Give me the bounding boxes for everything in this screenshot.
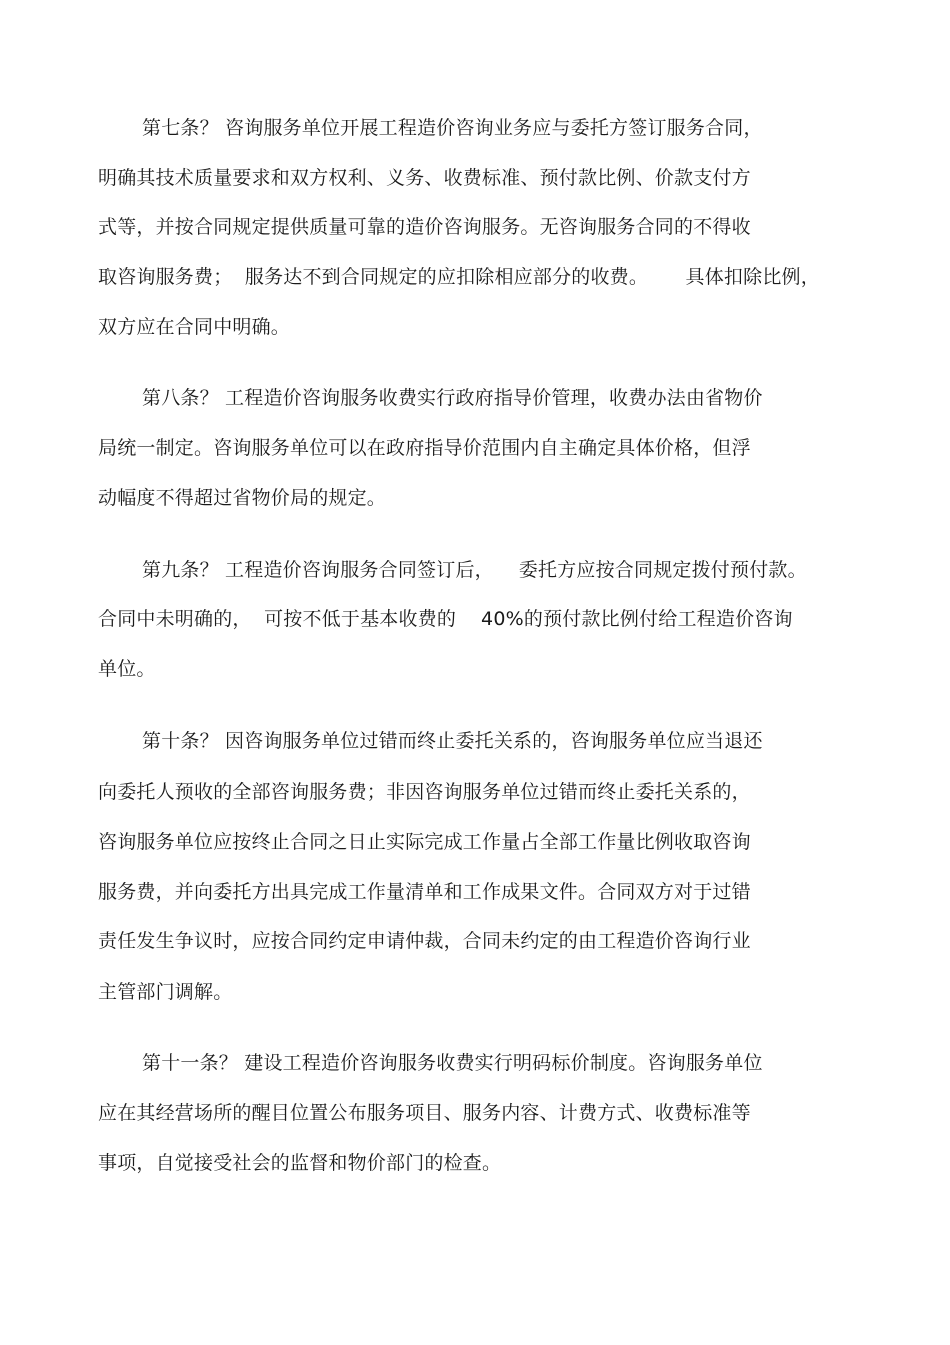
text-line: 式等，并按合同规定提供质量可靠的造价咨询服务。无咨询服务合同的不得收 [98,216,751,238]
text-line: 咨询服务单位应按终止合同之日止实际完成工作量占全部工作量比例收取咨询 [98,831,751,853]
text-line: 双方应在合同中明确。 [98,316,291,338]
text-line: 单位。 [98,658,156,680]
text-line: 第十条？ 因咨询服务单位过错而终止委托关系的，咨询服务单位应当退还 [142,730,763,752]
text-line: 第七条？ 咨询服务单位开展工程造价咨询业务应与委托方签订服务合同， [142,117,763,139]
text-line: 主管部门调解。 [98,981,233,1003]
text-line: 服务费，并向委托方出具完成工作量清单和工作成果文件。合同双方对于过错 [98,881,751,903]
text-line: 第十一条？ 建设工程造价咨询服务收费实行明码标价制度。咨询服务单位 [142,1052,763,1074]
text-line: 合同中未明确的， 可按不低于基本收费的 40%的预付款比例付给工程造价咨询 [98,608,793,630]
text-line: 责任发生争议时，应按合同约定申请仲裁，合同未约定的由工程造价咨询行业 [98,930,751,952]
text-line: 局统一制定。咨询服务单位可以在政府指导价范围内自主确定具体价格，但浮 [98,437,751,459]
text-line: 第九条？ 工程造价咨询服务合同签订后， 委托方应按合同规定拨付预付款。 [142,559,807,581]
text-line: 事项，自觉接受社会的监督和物价部门的检查。 [98,1152,502,1174]
text-line: 应在其经营场所的醒目位置公布服务项目、服务内容、计费方式、收费标准等 [98,1102,751,1124]
text-line: 明确其技术质量要求和双方权利、义务、收费标准、预付款比例、价款支付方 [98,167,751,189]
text-line: 第八条？ 工程造价咨询服务收费实行政府指导价管理，收费办法由省物价 [142,387,763,409]
text-line: 动幅度不得超过省物价局的规定。 [98,487,387,509]
text-line: 取咨询服务费； 服务达不到合同规定的应扣除相应部分的收费。 具体扣除比例， [98,266,820,288]
text-line: 向委托人预收的全部咨询服务费；非因咨询服务单位过错而终止委托关系的， [98,781,751,803]
